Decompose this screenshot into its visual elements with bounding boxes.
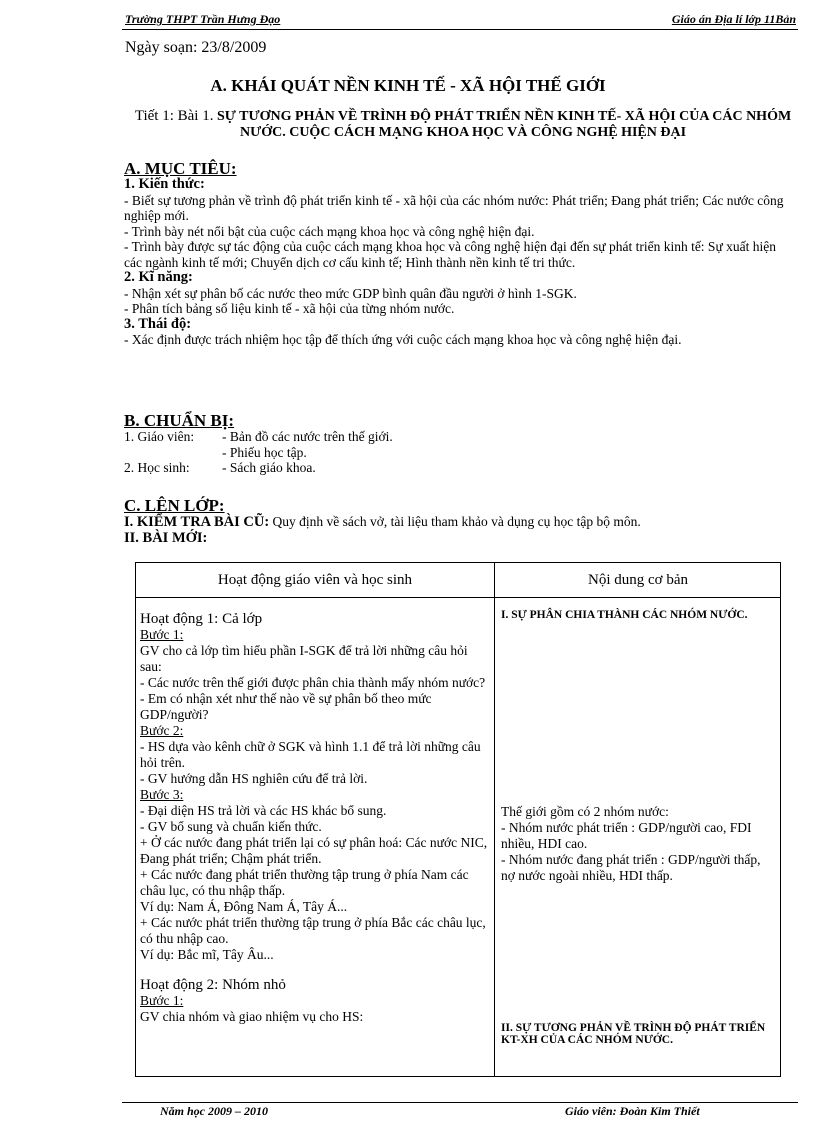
step-label: Bước 3:	[140, 787, 184, 802]
lesson-label: Tiết 1: Bài 1.	[134, 108, 214, 124]
content-line: - Nhóm nước phát triển : GDP/người cao, FDI nhiều, HDI cao.	[501, 820, 752, 851]
skills-item: - Nhận xét sự phân bố các nước theo mức GDP bình quân đầu người ở hình 1-SGK.	[124, 285, 577, 301]
date-line: Ngày soạn: 23/8/2009	[125, 39, 267, 56]
preparation-section	[124, 412, 784, 476]
activities-cell	[140, 611, 488, 1025]
lesson-name: SỰ TƯƠNG PHẢN VỀ TRÌNH ĐỘ PHÁT TRIỂN NỀN KINH TẾ- XÃ HỘI CỦA CÁC NHÓM NƯỚC. CUỘC CÁCH MẠNG KHOA HỌC VÀ CÔNG NGHỆ HIỆN ĐẠI	[216, 109, 792, 140]
lesson-title	[118, 108, 808, 141]
attitude-heading: 3. Thái độ:	[124, 315, 192, 332]
lesson-plan-section	[124, 497, 784, 546]
skills-item: - Phân tích bảng số liệu kinh tế - xã hội của từng nhóm nước.	[124, 301, 455, 316]
table-header-rule	[136, 597, 780, 598]
check-label: I. KIỂM TRA BÀI CŨ:	[124, 514, 270, 530]
knowledge-item: - Trình bày được sự tác động của cuộc cách mạng khoa học và công nghệ hiện đại đến sự phát triển kinh tế: Sự xuất hiện các ngành kinh tế mới; Chuyển dịch cơ cấu kinh tế; Hình thành nền kinh tế tri thức.	[124, 239, 776, 270]
content-section-2-title: II. SỰ TƯƠNG PHẢN VỀ TRÌNH ĐỘ PHÁT TRIỂN KT-XH CỦA CÁC NHÓM NƯỚC.	[501, 1022, 766, 1046]
content-cell	[501, 804, 777, 884]
step-label: Bước 1:	[140, 993, 184, 1008]
step-line: - Em có nhận xét như thế nào về sự phân bố theo mức GDP/người?	[140, 691, 432, 722]
step-line: - HS dựa vào kênh chữ ở SGK và hình 1.1 để trả lời những câu hỏi trên.	[140, 739, 481, 770]
student-item: - Sách giáo khoa.	[222, 460, 316, 475]
teacher-label: 1. Giáo viên:	[124, 429, 195, 444]
page-title: A. KHÁI QUÁT NỀN KINH TẾ - XÃ HỘI THẾ GIỚI	[210, 76, 606, 95]
header-rule	[122, 29, 798, 30]
teacher-item: - Bản đồ các nước trên thế giới.	[222, 429, 393, 444]
student-row	[124, 460, 784, 476]
step-line: - GV hướng dẫn HS nghiên cứu để trả lời.	[140, 771, 368, 786]
footer-teacher: Giáo viên: Đoàn Kim Thiết	[565, 1104, 700, 1118]
table-header-activities: Hoạt động giáo viên và học sinh	[217, 572, 413, 588]
step-line: GV cho cả lớp tìm hiểu phần I-SGK để trả lời những câu hỏi sau:	[140, 643, 468, 674]
skills-heading: 2. Kĩ năng:	[124, 269, 193, 285]
step-line: + Các nước đang phát triển thường tập trung ở phía Nam các châu lục, có thu nhập thấp.	[140, 867, 469, 898]
check-text: Quy định về sách vở, tài liệu tham khảo và dụng cụ học tập bộ môn.	[269, 514, 641, 529]
header-school: Trường THPT Trần Hưng Đạo	[125, 12, 281, 26]
step-line: - Đại diện HS trả lời và các HS khác bổ sung.	[140, 803, 387, 818]
content-line: Thế giới gồm có 2 nhóm nước:	[501, 804, 669, 819]
content-section-1-title: I. SỰ PHÂN CHIA THÀNH CÁC NHÓM NƯỚC.	[501, 609, 748, 621]
table-header-content: Nội dung cơ bản	[588, 572, 688, 588]
check-line	[124, 514, 784, 531]
teacher-row	[124, 445, 784, 461]
table-column-divider	[494, 563, 495, 1076]
step-label: Bước 2:	[140, 723, 184, 738]
step-line: - Các nước trên thế giới được phân chia thành mấy nhóm nước?	[140, 675, 486, 690]
teacher-row	[124, 429, 784, 445]
activity-1-title: Hoạt động 1: Cả lớp	[140, 611, 263, 627]
step-line: - GV bổ sung và chuẩn kiến thức.	[140, 819, 322, 834]
objectives-section	[124, 160, 784, 348]
footer-rule	[122, 1102, 798, 1103]
step-line: + Ở các nước đang phát triển lại có sự phân hoá: Các nước NIC, Đang phát triển; Chậm phát triển.	[140, 835, 488, 866]
activity-table	[135, 562, 781, 1077]
attitude-item: - Xác định được trách nhiệm học tập để thích ứng với cuộc cách mạng khoa học và công nghệ hiện đại.	[124, 332, 682, 347]
step-line: + Các nước phát triển thường tập trung ở phía Bắc các châu lục, có thu nhập cao.	[140, 915, 486, 946]
step-line: GV chia nhóm và giao nhiệm vụ cho HS:	[140, 1009, 364, 1024]
knowledge-heading: 1. Kiến thức:	[124, 176, 205, 192]
step-line: Ví dụ: Bắc mĩ, Tây Âu...	[140, 947, 274, 962]
new-lesson-label: II. BÀI MỚI:	[124, 529, 208, 546]
step-label: Bước 1:	[140, 627, 184, 642]
content-line: - Nhóm nước đang phát triển : GDP/người thấp, nợ nước ngoài nhiều, HDI thấp.	[501, 852, 761, 883]
preparation-heading: B. CHUẨN BỊ:	[124, 411, 235, 430]
student-label: 2. Học sinh:	[124, 460, 190, 475]
header-doc: Giáo án Địa lí lớp 11Bản	[671, 12, 796, 26]
lesson-plan-heading: C. LÊN LỚP:	[124, 496, 225, 515]
teacher-item: - Phiếu học tập.	[222, 444, 307, 460]
objectives-heading: A. MỤC TIÊU:	[124, 159, 237, 178]
footer-year: Năm học 2009 – 2010	[160, 1104, 268, 1118]
step-line: Ví dụ: Nam Á, Đông Nam Á, Tây Á...	[140, 899, 348, 914]
knowledge-item: - Trình bày nét nổi bật của cuộc cách mạng khoa học và công nghệ hiện đại.	[124, 223, 535, 239]
activity-2-title: Hoạt động 2: Nhóm nhỏ	[140, 977, 286, 993]
knowledge-item: - Biết sự tương phản về trình độ phát triển kinh tế - xã hội của các nhóm nước: Phát triển; Đang phát triển; Các nước công nghiệp mới.	[124, 192, 784, 223]
